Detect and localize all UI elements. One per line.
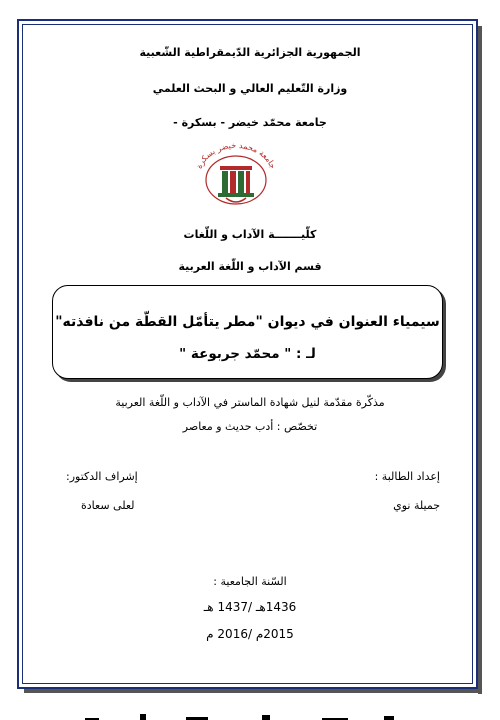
thesis-title: سيمياء العنوان في ديوان "مطر يتأمّل القطّة من نافذته": [55, 314, 440, 330]
academic-year-label: السّنة الجامعية :: [213, 575, 287, 588]
specialty-line: تخصّص : أدب حديث و معاصر: [182, 420, 318, 433]
ministry-heading: وزارة التّعليم العالي و البحث العلمي: [152, 82, 348, 95]
supervisor-label: إشراف الدكتور:: [66, 470, 138, 483]
student-label: إعداد الطالبة :: [374, 470, 440, 483]
student-name: جميلة نوي: [393, 499, 440, 512]
seal-arc-text: جامعة محمد خيضر بسكرة: [194, 140, 278, 170]
thesis-title-box: [52, 285, 443, 379]
university-heading: جامعة محمّد خيضر - بسكرة -: [173, 116, 327, 129]
cropped-text-fragment: [0, 705, 500, 720]
faculty-heading: كلّيـــــــة الآداب و اللّغات: [183, 228, 317, 241]
department-heading: قسم الآداب و اللّغة العربية: [178, 260, 322, 273]
university-seal-icon: [186, 136, 286, 212]
memo-description: مذكّرة مقدّمة لنيل شهادة الماستر في الآداب و اللّغة العربية: [115, 396, 385, 409]
frame-shadow-bottom: [24, 689, 482, 693]
republic-heading: الجمهورية الجزائرية الدّيمقراطية الشّعبية: [139, 46, 361, 59]
supervisor-name: لعلى سعادة: [81, 499, 135, 512]
academic-year-gregorian: 2015م /2016 م: [206, 627, 294, 641]
frame-shadow-right: [478, 26, 482, 694]
poet-name: لـ : " محمّد جربوعة ": [179, 346, 316, 362]
academic-year-hijri: 1436هـ /1437 هـ: [203, 600, 297, 614]
